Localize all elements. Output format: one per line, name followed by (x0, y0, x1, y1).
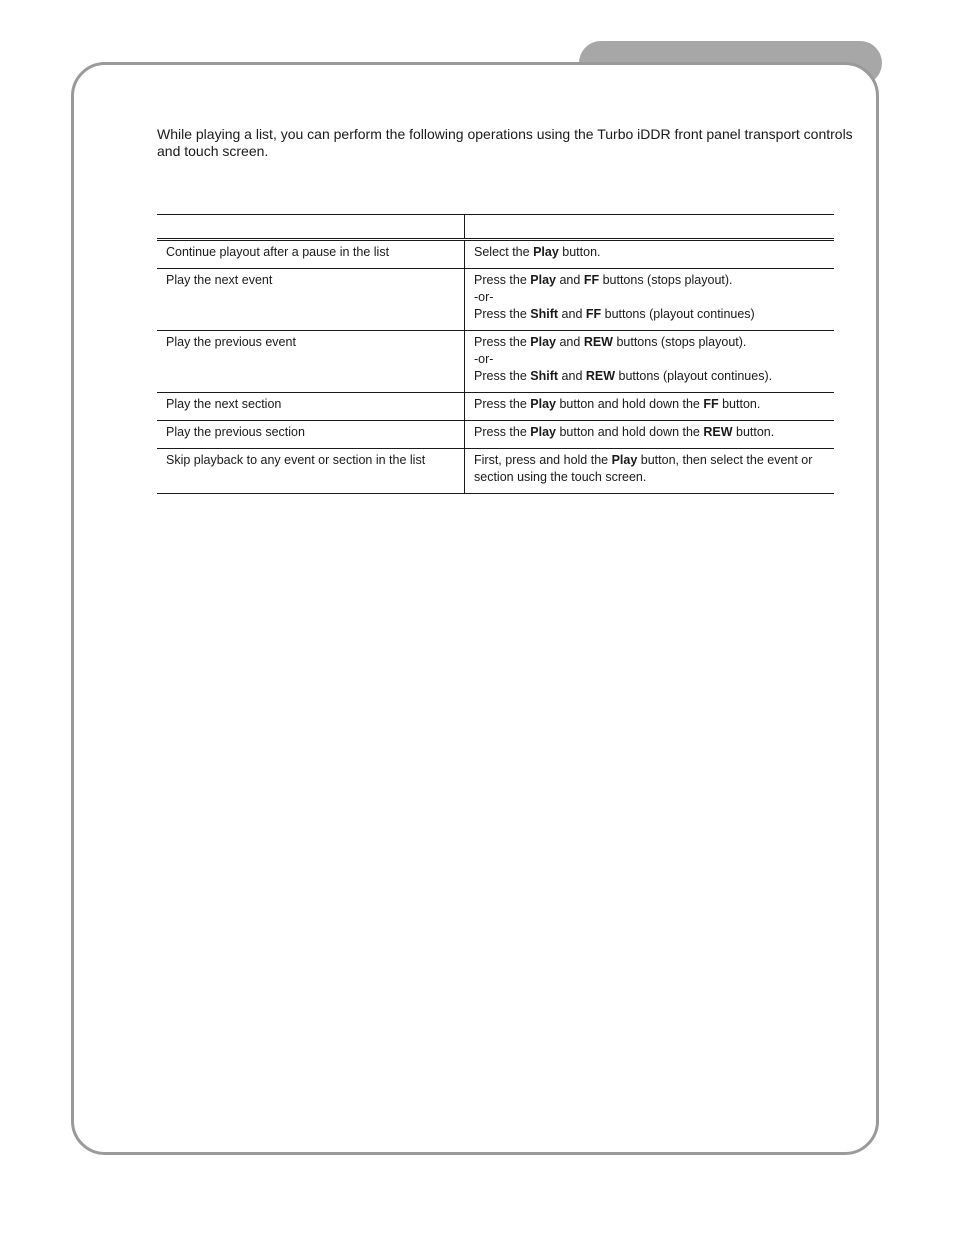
control-name: Play (611, 453, 638, 467)
action-text: and (558, 369, 586, 383)
action-line (474, 334, 826, 351)
action-line (474, 469, 826, 486)
action-line (474, 272, 826, 289)
action-text: button and hold down the (556, 425, 704, 439)
action-cell (465, 331, 835, 393)
action-text: buttons (stops playout). (599, 273, 733, 287)
operation-cell: Play the previous event (157, 331, 465, 393)
control-name: REW (703, 425, 733, 439)
action-text: Press the (474, 335, 531, 349)
table-body (157, 240, 834, 494)
control-name: Play (530, 425, 556, 439)
operation-cell: Play the previous section (157, 421, 465, 449)
action-cell (465, 393, 835, 421)
header-operation (157, 215, 465, 240)
control-name: REW (583, 335, 613, 349)
table-row (157, 331, 834, 393)
table-row (157, 269, 834, 331)
operation-cell: Play the next section (157, 393, 465, 421)
action-text: First, press and hold the (474, 453, 612, 467)
action-text: button. (718, 397, 761, 411)
control-name: Play (533, 245, 559, 259)
action-line (474, 351, 826, 368)
action-text: and (556, 273, 584, 287)
header-action (465, 215, 835, 240)
action-text: Press the (474, 307, 531, 321)
action-cell (465, 449, 835, 494)
operation-cell: Play the next event (157, 269, 465, 331)
table-row (157, 393, 834, 421)
operation-cell: Skip playback to any event or section in the list (157, 449, 465, 494)
action-text: section using the touch screen. (474, 470, 647, 484)
action-text: and (558, 307, 586, 321)
operation-cell: Continue playout after a pause in the list (157, 240, 465, 269)
table-row (157, 240, 834, 269)
action-cell (465, 421, 835, 449)
action-text: -or- (474, 290, 494, 304)
action-text: -or- (474, 352, 494, 366)
control-name: Play (530, 397, 556, 411)
control-name: FF (703, 397, 719, 411)
action-line (474, 424, 826, 441)
action-line (474, 244, 826, 261)
action-cell (465, 269, 835, 331)
action-line (474, 289, 826, 306)
action-text: and (556, 335, 584, 349)
intro-paragraph: While playing a list, you can perform the following operations using the Turbo iDDR front panel transport controls and touch screen. (157, 126, 853, 159)
table-row (157, 449, 834, 494)
action-text: Press the (474, 273, 531, 287)
action-text: button, then select the event or (637, 453, 813, 467)
control-name: Play (530, 273, 556, 287)
action-text: buttons (stops playout). (612, 335, 747, 349)
operations-table (157, 214, 834, 494)
table-header-row (157, 215, 834, 240)
control-name: Shift (530, 369, 559, 383)
action-cell (465, 240, 835, 269)
action-text: Press the (474, 369, 531, 383)
action-line (474, 306, 826, 323)
action-text: button. (732, 425, 775, 439)
control-name: FF (583, 273, 600, 287)
action-text: buttons (playout continues) (601, 307, 755, 321)
control-name: Play (530, 335, 556, 349)
action-text: Select the (474, 245, 534, 259)
action-line (474, 368, 826, 385)
control-name: FF (585, 307, 602, 321)
control-name: REW (585, 369, 616, 383)
action-line (474, 452, 826, 469)
action-text: Press the (474, 397, 531, 411)
action-text: Press the (474, 425, 531, 439)
action-text: button and hold down the (556, 397, 704, 411)
control-name: Shift (530, 307, 559, 321)
table-row (157, 421, 834, 449)
action-text: button. (558, 245, 601, 259)
action-text: buttons (playout continues). (615, 369, 773, 383)
action-line (474, 396, 826, 413)
